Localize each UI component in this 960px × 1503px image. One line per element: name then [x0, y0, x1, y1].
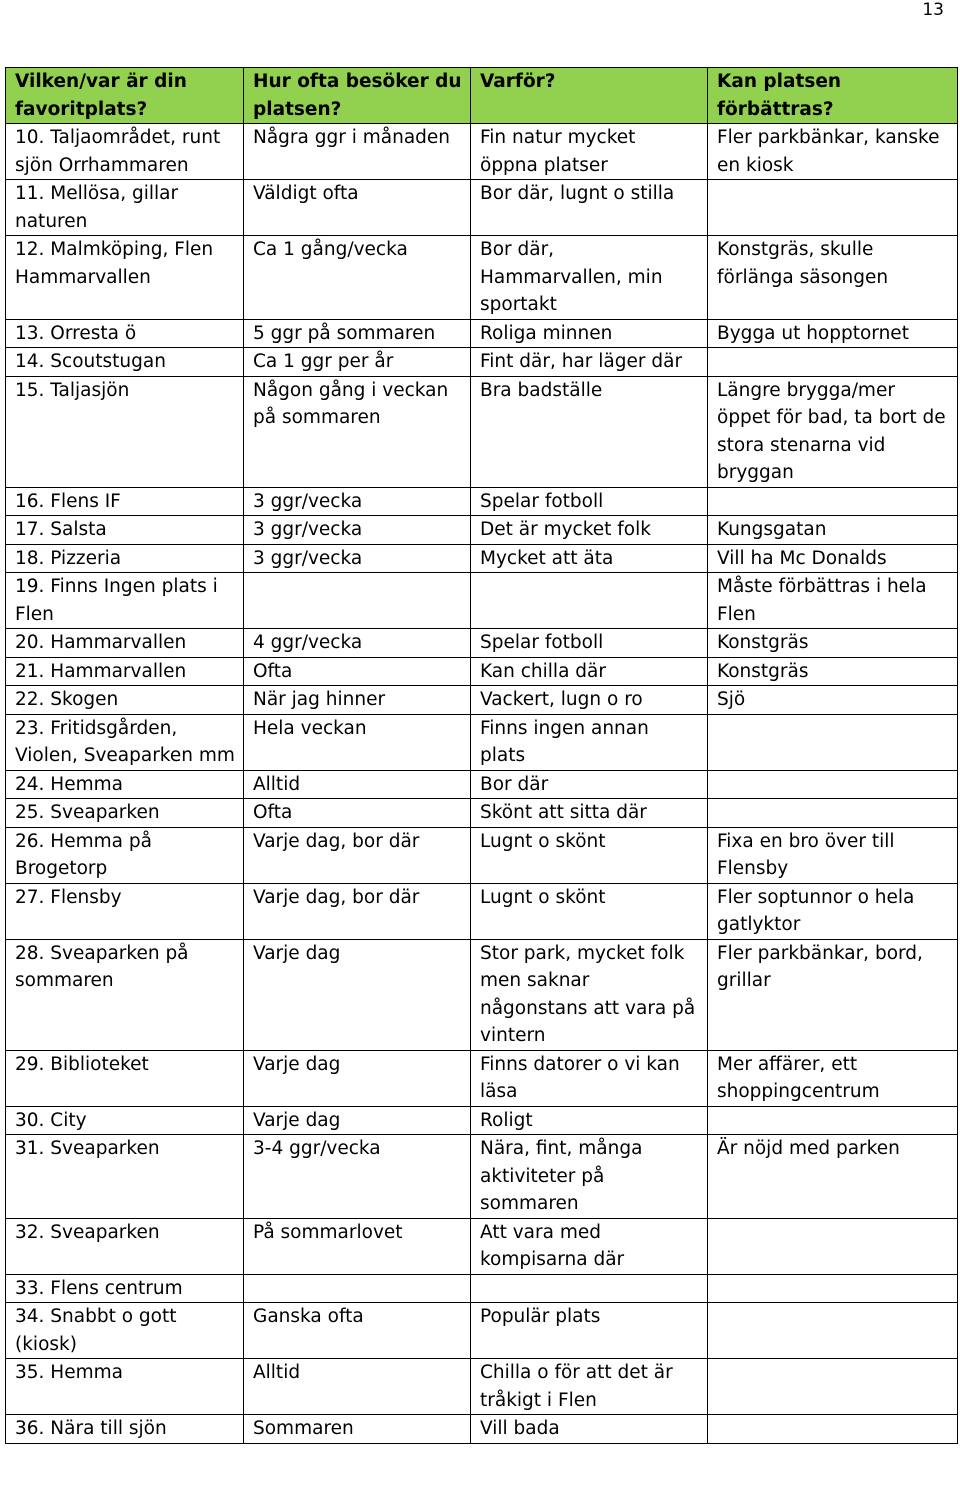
- cell-visit-frequency: Varje dag: [244, 939, 471, 1050]
- cell-visit-frequency: Ofta: [244, 799, 471, 828]
- favorite-places-table: [5, 67, 958, 1444]
- cell-improvement: Fixa en bro över till Flensby: [708, 827, 958, 883]
- cell-improvement: [708, 1303, 958, 1359]
- table-row: [6, 1274, 958, 1303]
- cell-visit-frequency: Ca 1 ggr per år: [244, 348, 471, 377]
- cell-favorite-place: 34. Snabbt o gott (kiosk): [6, 1303, 244, 1359]
- cell-favorite-place: 11. Mellösa, gillar naturen: [6, 180, 244, 236]
- cell-favorite-place: 12. Malmköping, Flen Hammarvallen: [6, 236, 244, 320]
- cell-favorite-place: 13. Orresta ö: [6, 319, 244, 348]
- cell-visit-frequency: Varje dag, bor där: [244, 883, 471, 939]
- table-row: [6, 939, 958, 1050]
- header-row: [6, 68, 958, 124]
- cell-favorite-place: 24. Hemma: [6, 770, 244, 799]
- cell-visit-frequency: 3 ggr/vecka: [244, 516, 471, 545]
- cell-improvement: Vill ha Mc Donalds: [708, 544, 958, 573]
- cell-reason: Att vara med kompisarna där: [471, 1218, 708, 1274]
- cell-reason: Fin natur mycket öppna platser: [471, 124, 708, 180]
- cell-improvement: Är nöjd med parken: [708, 1135, 958, 1219]
- cell-reason: Kan chilla där: [471, 657, 708, 686]
- table-body: [6, 124, 958, 1444]
- cell-reason: Fint där, har läger där: [471, 348, 708, 377]
- cell-improvement: [708, 1359, 958, 1415]
- cell-favorite-place: 18. Pizzeria: [6, 544, 244, 573]
- table-row: [6, 1359, 958, 1415]
- cell-reason: Mycket att äta: [471, 544, 708, 573]
- cell-improvement: Längre brygga/mer öppet för bad, ta bort de stora stenarna vid bryggan: [708, 376, 958, 487]
- cell-reason: Vackert, lugn o ro: [471, 686, 708, 715]
- cell-favorite-place: 21. Hammarvallen: [6, 657, 244, 686]
- table-row: [6, 348, 958, 377]
- cell-favorite-place: 23. Fritidsgården, Violen, Sveaparken mm: [6, 714, 244, 770]
- cell-reason: Skönt att sitta där: [471, 799, 708, 828]
- cell-improvement: Måste förbättras i hela Flen: [708, 573, 958, 629]
- header-improvement: Kan platsen förbättras?: [708, 68, 958, 124]
- cell-favorite-place: 17. Salsta: [6, 516, 244, 545]
- table-row: [6, 1050, 958, 1106]
- cell-improvement: [708, 348, 958, 377]
- cell-reason: Populär plats: [471, 1303, 708, 1359]
- cell-reason: Lugnt o skönt: [471, 827, 708, 883]
- cell-favorite-place: 25. Sveaparken: [6, 799, 244, 828]
- table-row: [6, 686, 958, 715]
- cell-visit-frequency: På sommarlovet: [244, 1218, 471, 1274]
- cell-improvement: Kungsgatan: [708, 516, 958, 545]
- cell-favorite-place: 14. Scoutstugan: [6, 348, 244, 377]
- cell-visit-frequency: Varje dag: [244, 1106, 471, 1135]
- cell-improvement: [708, 1218, 958, 1274]
- table-row: [6, 827, 958, 883]
- cell-favorite-place: 19. Finns Ingen plats i Flen: [6, 573, 244, 629]
- cell-favorite-place: 30. City: [6, 1106, 244, 1135]
- table-row: [6, 487, 958, 516]
- header-visit-frequency: Hur ofta besöker du platsen?: [244, 68, 471, 124]
- cell-favorite-place: 29. Biblioteket: [6, 1050, 244, 1106]
- cell-visit-frequency: Alltid: [244, 770, 471, 799]
- cell-improvement: Fler parkbänkar, kanske en kiosk: [708, 124, 958, 180]
- cell-favorite-place: 28. Sveaparken på sommaren: [6, 939, 244, 1050]
- table-row: [6, 1415, 958, 1444]
- cell-reason: Roligt: [471, 1106, 708, 1135]
- cell-visit-frequency: Några ggr i månaden: [244, 124, 471, 180]
- cell-visit-frequency: 3 ggr/vecka: [244, 544, 471, 573]
- header-reason: Varför?: [471, 68, 708, 124]
- cell-visit-frequency: 5 ggr på sommaren: [244, 319, 471, 348]
- table-row: [6, 1218, 958, 1274]
- table-row: [6, 544, 958, 573]
- cell-improvement: [708, 1415, 958, 1444]
- table-row: [6, 629, 958, 658]
- cell-improvement: [708, 799, 958, 828]
- cell-reason: Bor där: [471, 770, 708, 799]
- cell-reason: [471, 573, 708, 629]
- cell-visit-frequency: [244, 573, 471, 629]
- table-row: [6, 124, 958, 180]
- cell-visit-frequency: Ofta: [244, 657, 471, 686]
- cell-favorite-place: 32. Sveaparken: [6, 1218, 244, 1274]
- cell-improvement: [708, 1274, 958, 1303]
- cell-favorite-place: 15. Taljasjön: [6, 376, 244, 487]
- cell-favorite-place: 35. Hemma: [6, 1359, 244, 1415]
- table-row: [6, 1106, 958, 1135]
- cell-visit-frequency: 3-4 ggr/vecka: [244, 1135, 471, 1219]
- cell-visit-frequency: 3 ggr/vecka: [244, 487, 471, 516]
- cell-visit-frequency: Ganska ofta: [244, 1303, 471, 1359]
- cell-improvement: Mer affärer, ett shoppingcentrum: [708, 1050, 958, 1106]
- cell-visit-frequency: När jag hinner: [244, 686, 471, 715]
- cell-reason: Vill bada: [471, 1415, 708, 1444]
- cell-reason: Stor park, mycket folk men saknar någonstans att vara på vintern: [471, 939, 708, 1050]
- cell-reason: Roliga minnen: [471, 319, 708, 348]
- table-row: [6, 657, 958, 686]
- cell-reason: Finns ingen annan plats: [471, 714, 708, 770]
- cell-improvement: Konstgräs, skulle förlänga säsongen: [708, 236, 958, 320]
- cell-reason: Chilla o för att det är tråkigt i Flen: [471, 1359, 708, 1415]
- cell-visit-frequency: Hela veckan: [244, 714, 471, 770]
- cell-reason: Bor där, lugnt o stilla: [471, 180, 708, 236]
- cell-favorite-place: 10. Taljaområdet, runt sjön Orrhammaren: [6, 124, 244, 180]
- cell-visit-frequency: Ca 1 gång/vecka: [244, 236, 471, 320]
- table-row: [6, 573, 958, 629]
- cell-visit-frequency: [244, 1274, 471, 1303]
- cell-reason: Nära, fint, många aktiviteter på sommaren: [471, 1135, 708, 1219]
- cell-reason: Bor där, Hammarvallen, min sportakt: [471, 236, 708, 320]
- cell-improvement: [708, 487, 958, 516]
- cell-improvement: Bygga ut hopptornet: [708, 319, 958, 348]
- cell-improvement: Konstgräs: [708, 657, 958, 686]
- cell-visit-frequency: Sommaren: [244, 1415, 471, 1444]
- cell-improvement: Fler soptunnor o hela gatlyktor: [708, 883, 958, 939]
- table-row: [6, 883, 958, 939]
- cell-favorite-place: 20. Hammarvallen: [6, 629, 244, 658]
- table-row: [6, 714, 958, 770]
- cell-reason: Bra badställe: [471, 376, 708, 487]
- cell-favorite-place: 27. Flensby: [6, 883, 244, 939]
- cell-favorite-place: 26. Hemma på Brogetorp: [6, 827, 244, 883]
- table-row: [6, 770, 958, 799]
- table-row: [6, 319, 958, 348]
- table-row: [6, 376, 958, 487]
- cell-improvement: [708, 714, 958, 770]
- cell-favorite-place: 33. Flens centrum: [6, 1274, 244, 1303]
- table-row: [6, 1303, 958, 1359]
- table-row: [6, 236, 958, 320]
- cell-favorite-place: 31. Sveaparken: [6, 1135, 244, 1219]
- cell-reason: Finns datorer o vi kan läsa: [471, 1050, 708, 1106]
- cell-visit-frequency: Väldigt ofta: [244, 180, 471, 236]
- cell-reason: Spelar fotboll: [471, 487, 708, 516]
- page-number: 13: [922, 0, 944, 20]
- cell-reason: Lugnt o skönt: [471, 883, 708, 939]
- table-row: [6, 799, 958, 828]
- table-row: [6, 516, 958, 545]
- cell-improvement: Sjö: [708, 686, 958, 715]
- cell-favorite-place: 16. Flens IF: [6, 487, 244, 516]
- table-row: [6, 1135, 958, 1219]
- cell-reason: Det är mycket folk: [471, 516, 708, 545]
- cell-visit-frequency: Någon gång i veckan på sommaren: [244, 376, 471, 487]
- cell-improvement: [708, 180, 958, 236]
- table-header: [6, 68, 958, 124]
- cell-visit-frequency: Varje dag: [244, 1050, 471, 1106]
- cell-improvement: Konstgräs: [708, 629, 958, 658]
- cell-reason: [471, 1274, 708, 1303]
- cell-visit-frequency: Alltid: [244, 1359, 471, 1415]
- cell-improvement: [708, 770, 958, 799]
- header-favorite-place: Vilken/var är din favoritplats?: [6, 68, 244, 124]
- cell-improvement: Fler parkbänkar, bord, grillar: [708, 939, 958, 1050]
- cell-visit-frequency: 4 ggr/vecka: [244, 629, 471, 658]
- cell-visit-frequency: Varje dag, bor där: [244, 827, 471, 883]
- cell-improvement: [708, 1106, 958, 1135]
- cell-reason: Spelar fotboll: [471, 629, 708, 658]
- cell-favorite-place: 22. Skogen: [6, 686, 244, 715]
- table-row: [6, 180, 958, 236]
- cell-favorite-place: 36. Nära till sjön: [6, 1415, 244, 1444]
